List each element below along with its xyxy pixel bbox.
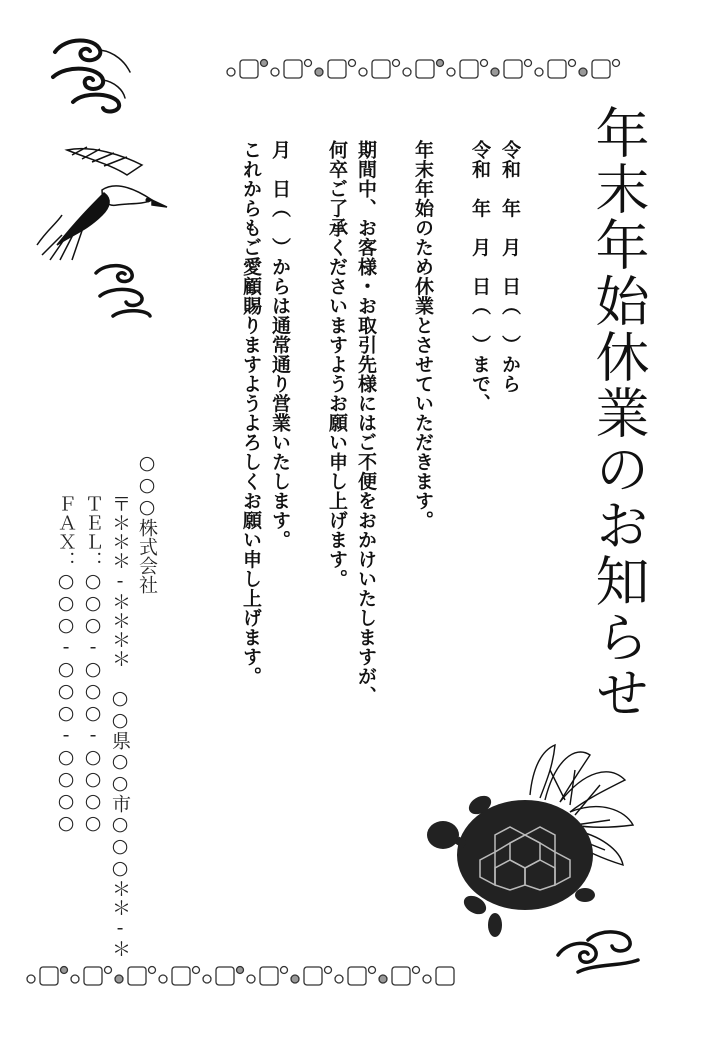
company-address: 〒＊＊＊-＊＊＊＊ ○○県○○市○○○＊＊-＊ — [109, 494, 131, 958]
turtle-icon — [425, 740, 640, 940]
body-line-2: 期間中、お客様・お取引先様にはご不便をおかけいたしますが、 — [355, 140, 377, 706]
period-start-line: 令和 年 月 日（ ）から — [499, 140, 521, 394]
company-tel: ＴＥＬ：○○○-○○○-○○○○ — [82, 494, 104, 834]
body-line-1: 年末年始のため休業とさせていただきます。 — [412, 140, 434, 530]
company-name: ○○○株式会社 — [136, 452, 158, 594]
period-end-line: 令和 年 月 日（ ）まで、 — [469, 140, 491, 413]
top-border-pattern — [225, 55, 655, 83]
bottom-border-pattern — [25, 962, 455, 990]
page-title: 年末年始休業のお知らせ — [587, 105, 650, 721]
company-fax: ＦＡＸ：○○○-○○○-○○○○ — [55, 494, 77, 834]
body-line-5: これからもご愛顧賜りますようよろしくお願い申し上げます。 — [240, 140, 262, 686]
swirl-cloud-icon — [45, 32, 135, 117]
swirl-cloud-small-icon — [88, 258, 163, 323]
crane-icon — [32, 135, 172, 265]
body-line-3: 何卒ご了承くださいますようお願い申し上げます。 — [326, 140, 348, 589]
swirl-cloud-bottom-icon — [548, 920, 648, 980]
body-line-4: 月 日（ ）からは通常通り営業いたします。 — [269, 140, 291, 550]
